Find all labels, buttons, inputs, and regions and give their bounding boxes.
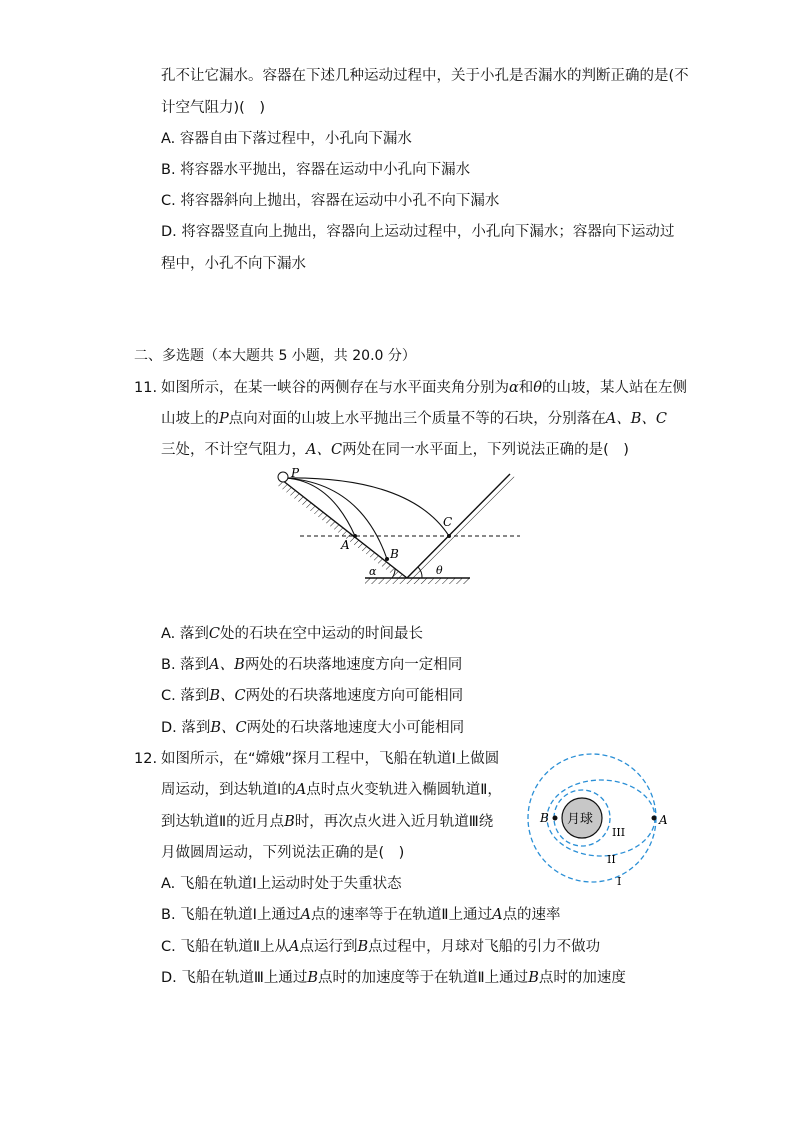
q12-option-b: B. 飞船在轨道Ⅰ上通过A点的速率等于在轨道Ⅱ上通过A点的速率 [161, 907, 561, 923]
q11-stem-line2: 山坡上的P点向对面的山坡上水平抛出三个质量不等的石块，分别落在A、B、C [161, 411, 667, 427]
q11-stem-line3: 三处，不计空气阻力，A、C两处在同一水平面上，下列说法正确的是( ) [161, 442, 629, 458]
q12-option-c: C. 飞船在轨道Ⅱ上从A点运行到B点过程中，月球对飞船的引力不做功 [161, 939, 601, 955]
q10-option-a: A. 容器自由下落过程中，小孔向下漏水 [161, 131, 412, 147]
label-a: A [659, 813, 668, 827]
point-a [353, 534, 357, 538]
q10-option-c: C. 将容器斜向上抛出，容器在运动中小孔不向下漏水 [161, 193, 500, 209]
q10-option-d: D. 将容器竖直向上抛出，容器向上运动过程中，小孔向下漏水；容器向下运动过 [161, 224, 675, 240]
label-a: A [341, 538, 350, 552]
label-i: I [617, 875, 622, 888]
q10-option-b: B. 将容器水平抛出，容器在运动中小孔向下漏水 [161, 162, 471, 178]
q12-stem-line4: 月做圆周运动，下列说法正确的是( ) [161, 845, 405, 861]
q12-orbit-figure [522, 750, 682, 890]
label-alpha: α [369, 565, 377, 578]
label-b: B [390, 547, 399, 561]
label-b: B [540, 811, 549, 825]
label-moon: 月球 [567, 812, 594, 827]
q11-option-b: B. 落到A、B两处的石块落地速度方向一定相同 [161, 657, 463, 673]
q12-stem-line3: 到达轨道Ⅱ的近月点B时，再次点火进入近月轨道Ⅲ绕 [161, 814, 494, 830]
point-c [447, 534, 451, 538]
trajectory-a [284, 478, 355, 536]
label-ii: II [607, 853, 616, 866]
label-p: P [291, 466, 300, 480]
label-c: C [443, 515, 453, 529]
label-iii: III [612, 826, 626, 839]
trajectory-b [284, 478, 387, 559]
point-b [553, 816, 558, 821]
q10-text-line1: 孔不让它漏水。容器在下述几种运动过程中，关于小孔是否漏水的判断正确的是(不 [161, 68, 689, 84]
q11-stem-line1: 如图所示，在某一峡谷的两侧存在与水平面夹角分别为α和θ的山坡，某人站在左侧 [161, 380, 688, 396]
left-slope [282, 480, 407, 578]
q11-option-c: C. 落到B、C两处的石块落地速度方向可能相同 [161, 688, 464, 704]
right-slope [407, 474, 510, 578]
q11-canyon-figure [270, 466, 525, 591]
q10-option-d-line2: 程中，小孔不向下漏水 [161, 256, 306, 272]
q12-option-d: D. 飞船在轨道Ⅲ上通过B点时的加速度等于在轨道Ⅱ上通过B点时的加速度 [161, 970, 626, 986]
q11-option-d: D. 落到B、C两处的石块落地速度大小可能相同 [161, 720, 465, 736]
point-a [652, 816, 657, 821]
q11-number: 11. [134, 380, 158, 396]
q12-stem-line2: 周运动，到达轨道Ⅰ的A点时点火变轨进入椭圆轨道Ⅱ， [161, 782, 502, 798]
q12-stem-line1: 如图所示，在“嫦娥”探月工程中，飞船在轨道Ⅰ上做圆 [161, 751, 500, 767]
q12-option-a: A. 飞船在轨道Ⅰ上运动时处于失重状态 [161, 876, 402, 892]
q11-option-a: A. 落到C处的石块在空中运动的时间最长 [161, 626, 423, 642]
label-theta: θ [436, 564, 443, 577]
ground-hatch [365, 578, 470, 584]
point-b [385, 557, 389, 561]
q10-text-line2: 计空气阻力)( ) [161, 100, 265, 116]
section-title: 二、多选题（本大题共 5 小题，共 20.0 分） [134, 348, 416, 364]
person-icon [278, 472, 288, 482]
q12-number: 12. [134, 751, 158, 767]
